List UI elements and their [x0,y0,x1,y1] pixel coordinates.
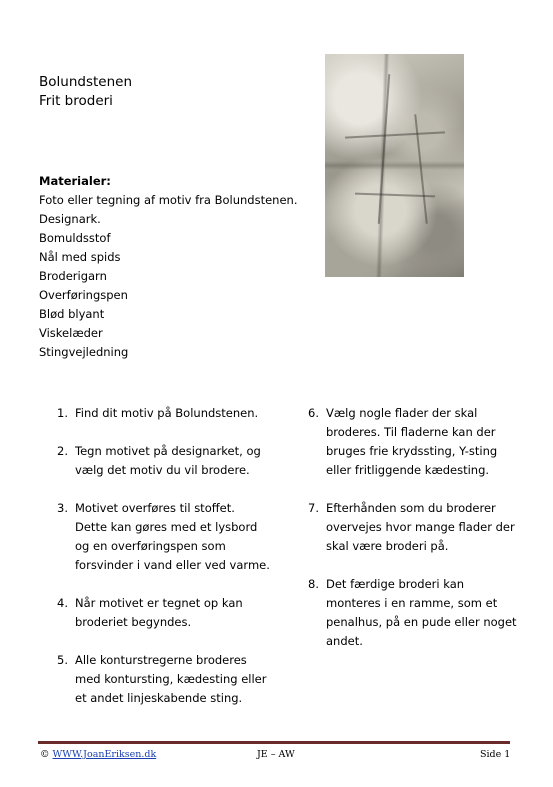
materials-item: Broderigarn [39,269,107,283]
step-text: Find dit motiv på Bolundstenen. [75,406,259,420]
step-text: Motivet overføres til stoffet. Dette kan gøres med et lysbord og en overføringspen som forsvinder i vand eller ved varme. [75,501,270,572]
step-item [308,499,517,556]
step-item [57,651,270,708]
footer-center: JE – AW [257,749,295,760]
step-text: Når motivet er tegnet op kan broderiet begyndes. [75,596,243,629]
step-number: 5. [57,653,68,667]
step-text: Vælg nogle flader der skal broderes. Til fladerne kan der bruges frie krydssting, Y-sting eller fritliggende kædesting. [326,406,498,477]
step-text: Tegn motivet på designarket, og vælg det motiv du vil brodere. [75,444,261,477]
materials-item: Overføringspen [39,288,128,302]
step-number: 6. [308,406,319,420]
materials-item: Nål med spids [39,250,121,264]
materials-item: Bomuldsstof [39,231,111,245]
step-item [57,404,270,423]
step-text: Det færdige broderi kan monteres i en ramme, som et penalhus, på en pude eller noget andet. [326,577,517,648]
step-item [308,404,517,480]
materials-item: Designark. [39,212,101,226]
step-number: 7. [308,501,319,515]
materials-item: Stingvejledning [39,345,129,359]
step-item [308,575,517,651]
materials-item: Blød blyant [39,307,105,321]
copyright-symbol: © [40,749,50,760]
step-number: 4. [57,596,68,610]
document-title [39,73,132,111]
website-link[interactable]: WWW.JoanEriksen.dk [52,749,157,760]
step-item [57,499,270,575]
step-text: Efterhånden som du broderer overvejes hvor mange flader der skal være broderi på. [326,501,515,553]
title-line-2: Frit broderi [39,93,113,109]
steps-right-column [308,404,517,670]
step-item [57,442,270,480]
materials-section [39,172,298,362]
step-item [57,594,270,632]
footer-left [40,749,156,760]
steps-left-column [57,404,270,727]
step-number: 2. [57,444,68,458]
rock-photo [325,54,464,277]
footer-divider [38,741,510,744]
step-number: 8. [308,577,319,591]
step-text: Alle konturstregerne broderes med kontursting, kædesting eller et andet linjeskabende sting. [75,653,267,705]
materials-item: Viskelæder [39,326,103,340]
materials-heading: Materialer: [39,174,111,188]
materials-item: Foto eller tegning af motiv fra Bolundstenen. [39,193,298,207]
step-number: 1. [57,406,68,420]
step-number: 3. [57,501,68,515]
page-number: Side 1 [480,749,511,760]
title-line-1: Bolundstenen [39,74,133,90]
